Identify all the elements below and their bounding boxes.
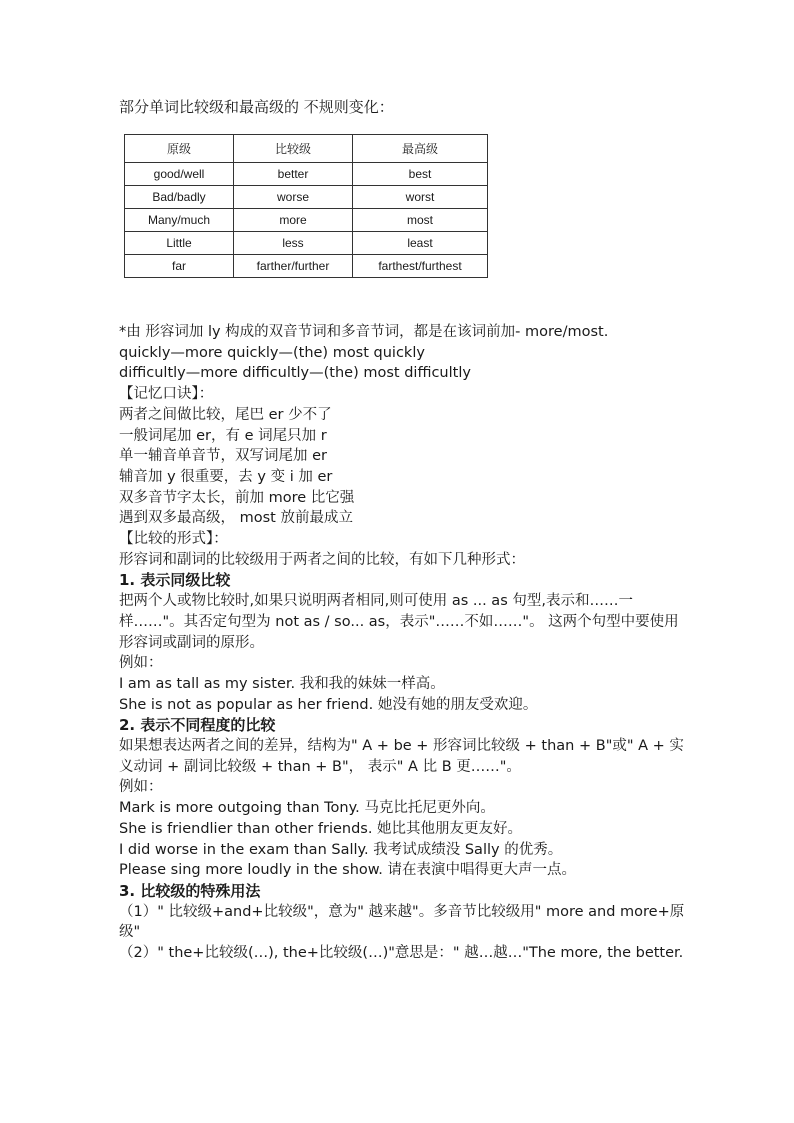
section-title: 2. 表示不同程度的比较	[119, 716, 276, 735]
table-cell: least	[353, 232, 488, 255]
example-label: 例如：	[119, 655, 163, 672]
table-cell: most	[353, 209, 488, 232]
table-cell: Bad/badly	[125, 186, 234, 209]
table-header-cell: 最高级	[353, 135, 488, 163]
table-row	[125, 163, 488, 186]
document-body	[119, 322, 685, 964]
table-cell: less	[234, 232, 353, 255]
example-label: 例如：	[119, 779, 163, 796]
mnemonic-line: 遇到双多最高级， most 放前最成立	[119, 510, 353, 527]
mnemonic-line: 两者之间做比较，尾巴 er 少不了	[119, 406, 332, 423]
example-sentence: I am as tall as my sister. 我和我的妹妹一样高。	[119, 675, 445, 692]
example-sentence: Please sing more loudly in the show. 请在表演中唱得更大声一点。	[119, 862, 577, 879]
mnemonic-line: 双多音节字太长，前加 more 比它强	[119, 489, 355, 506]
table-cell: worst	[353, 186, 488, 209]
table-cell: farthest/furthest	[353, 255, 488, 278]
mnemonic-line: 一般词尾加 er，有 e 词尾只加 r	[119, 427, 327, 444]
section-title: 3. 比较级的特殊用法	[119, 881, 261, 900]
table-row	[125, 186, 488, 209]
table-cell: better	[234, 163, 353, 186]
ly-rule-example: difficultly—more difficultly—(the) most difficultly	[119, 365, 471, 382]
section-text: 把两个人或物比较时,如果只说明两者相同,则可使用 as ... as 句型,表示和……一样……"。其否定句型为 not as / so... as，表示"……不如……"。 这两个句型中要使用形容词或副词的原形。	[119, 593, 679, 651]
example-sentence: Mark is more outgoing than Tony. 马克比托尼更外向。	[119, 800, 495, 817]
special-usage-item: （1）" 比较级+and+比较级"，意为" 越来越"。多音节比较级用" more and more+原级"	[119, 903, 685, 941]
table-cell: best	[353, 163, 488, 186]
table-header-cell: 原级	[125, 135, 234, 163]
ly-rule-example: quickly—more quickly—(the) most quickly	[119, 344, 425, 361]
special-usage-item: （2）" the+比较级(…), the+比较级(…)"意思是：" 越…越…"The more, the better.	[119, 945, 684, 962]
mnemonic-heading: 【记忆口诀】：	[119, 386, 214, 403]
intro-text: 部分单词比较级和最高级的 不规则变化：	[119, 98, 394, 116]
table-header-row	[125, 135, 488, 163]
table-row	[125, 209, 488, 232]
section-title: 1. 表示同级比较	[119, 571, 231, 590]
forms-intro: 形容词和副词的比较级用于两者之间的比较，有如下几种形式：	[119, 551, 525, 568]
example-sentence: I did worse in the exam than Sally. 我考试成绩没 Sally 的优秀。	[119, 841, 563, 858]
table-cell: worse	[234, 186, 353, 209]
table-cell: good/well	[125, 163, 234, 186]
example-sentence: She is not as popular as her friend. 她没有她的朋友受欢迎。	[119, 696, 538, 713]
section-text: 如果想表达两者之间的差异，结构为" A + be + 形容词比较级 + than + B"或" A + 实义动词 + 副词比较级 + than + B"， 表示" A 比 B 更……"。	[119, 738, 684, 775]
example-sentence: She is friendlier than other friends. 她比其他朋友更友好。	[119, 820, 523, 837]
irregular-forms-table	[124, 134, 488, 278]
ly-rule-line: *由 形容词加 ly 构成的双音节词和多音节词，都是在该词前加- more/most.	[119, 324, 609, 340]
table-header-cell: 比较级	[234, 135, 353, 163]
mnemonic-line: 辅音加 y 很重要，去 y 变 i 加 er	[119, 468, 333, 485]
table-cell: more	[234, 209, 353, 232]
mnemonic-line: 单一辅音单音节，双写词尾加 er	[119, 448, 327, 465]
table-cell: Little	[125, 232, 234, 255]
table-row	[125, 232, 488, 255]
table-row	[125, 255, 488, 278]
table-cell: far	[125, 255, 234, 278]
forms-heading: 【比较的形式】：	[119, 531, 228, 548]
table-cell: farther/further	[234, 255, 353, 278]
table-cell: Many/much	[125, 209, 234, 232]
